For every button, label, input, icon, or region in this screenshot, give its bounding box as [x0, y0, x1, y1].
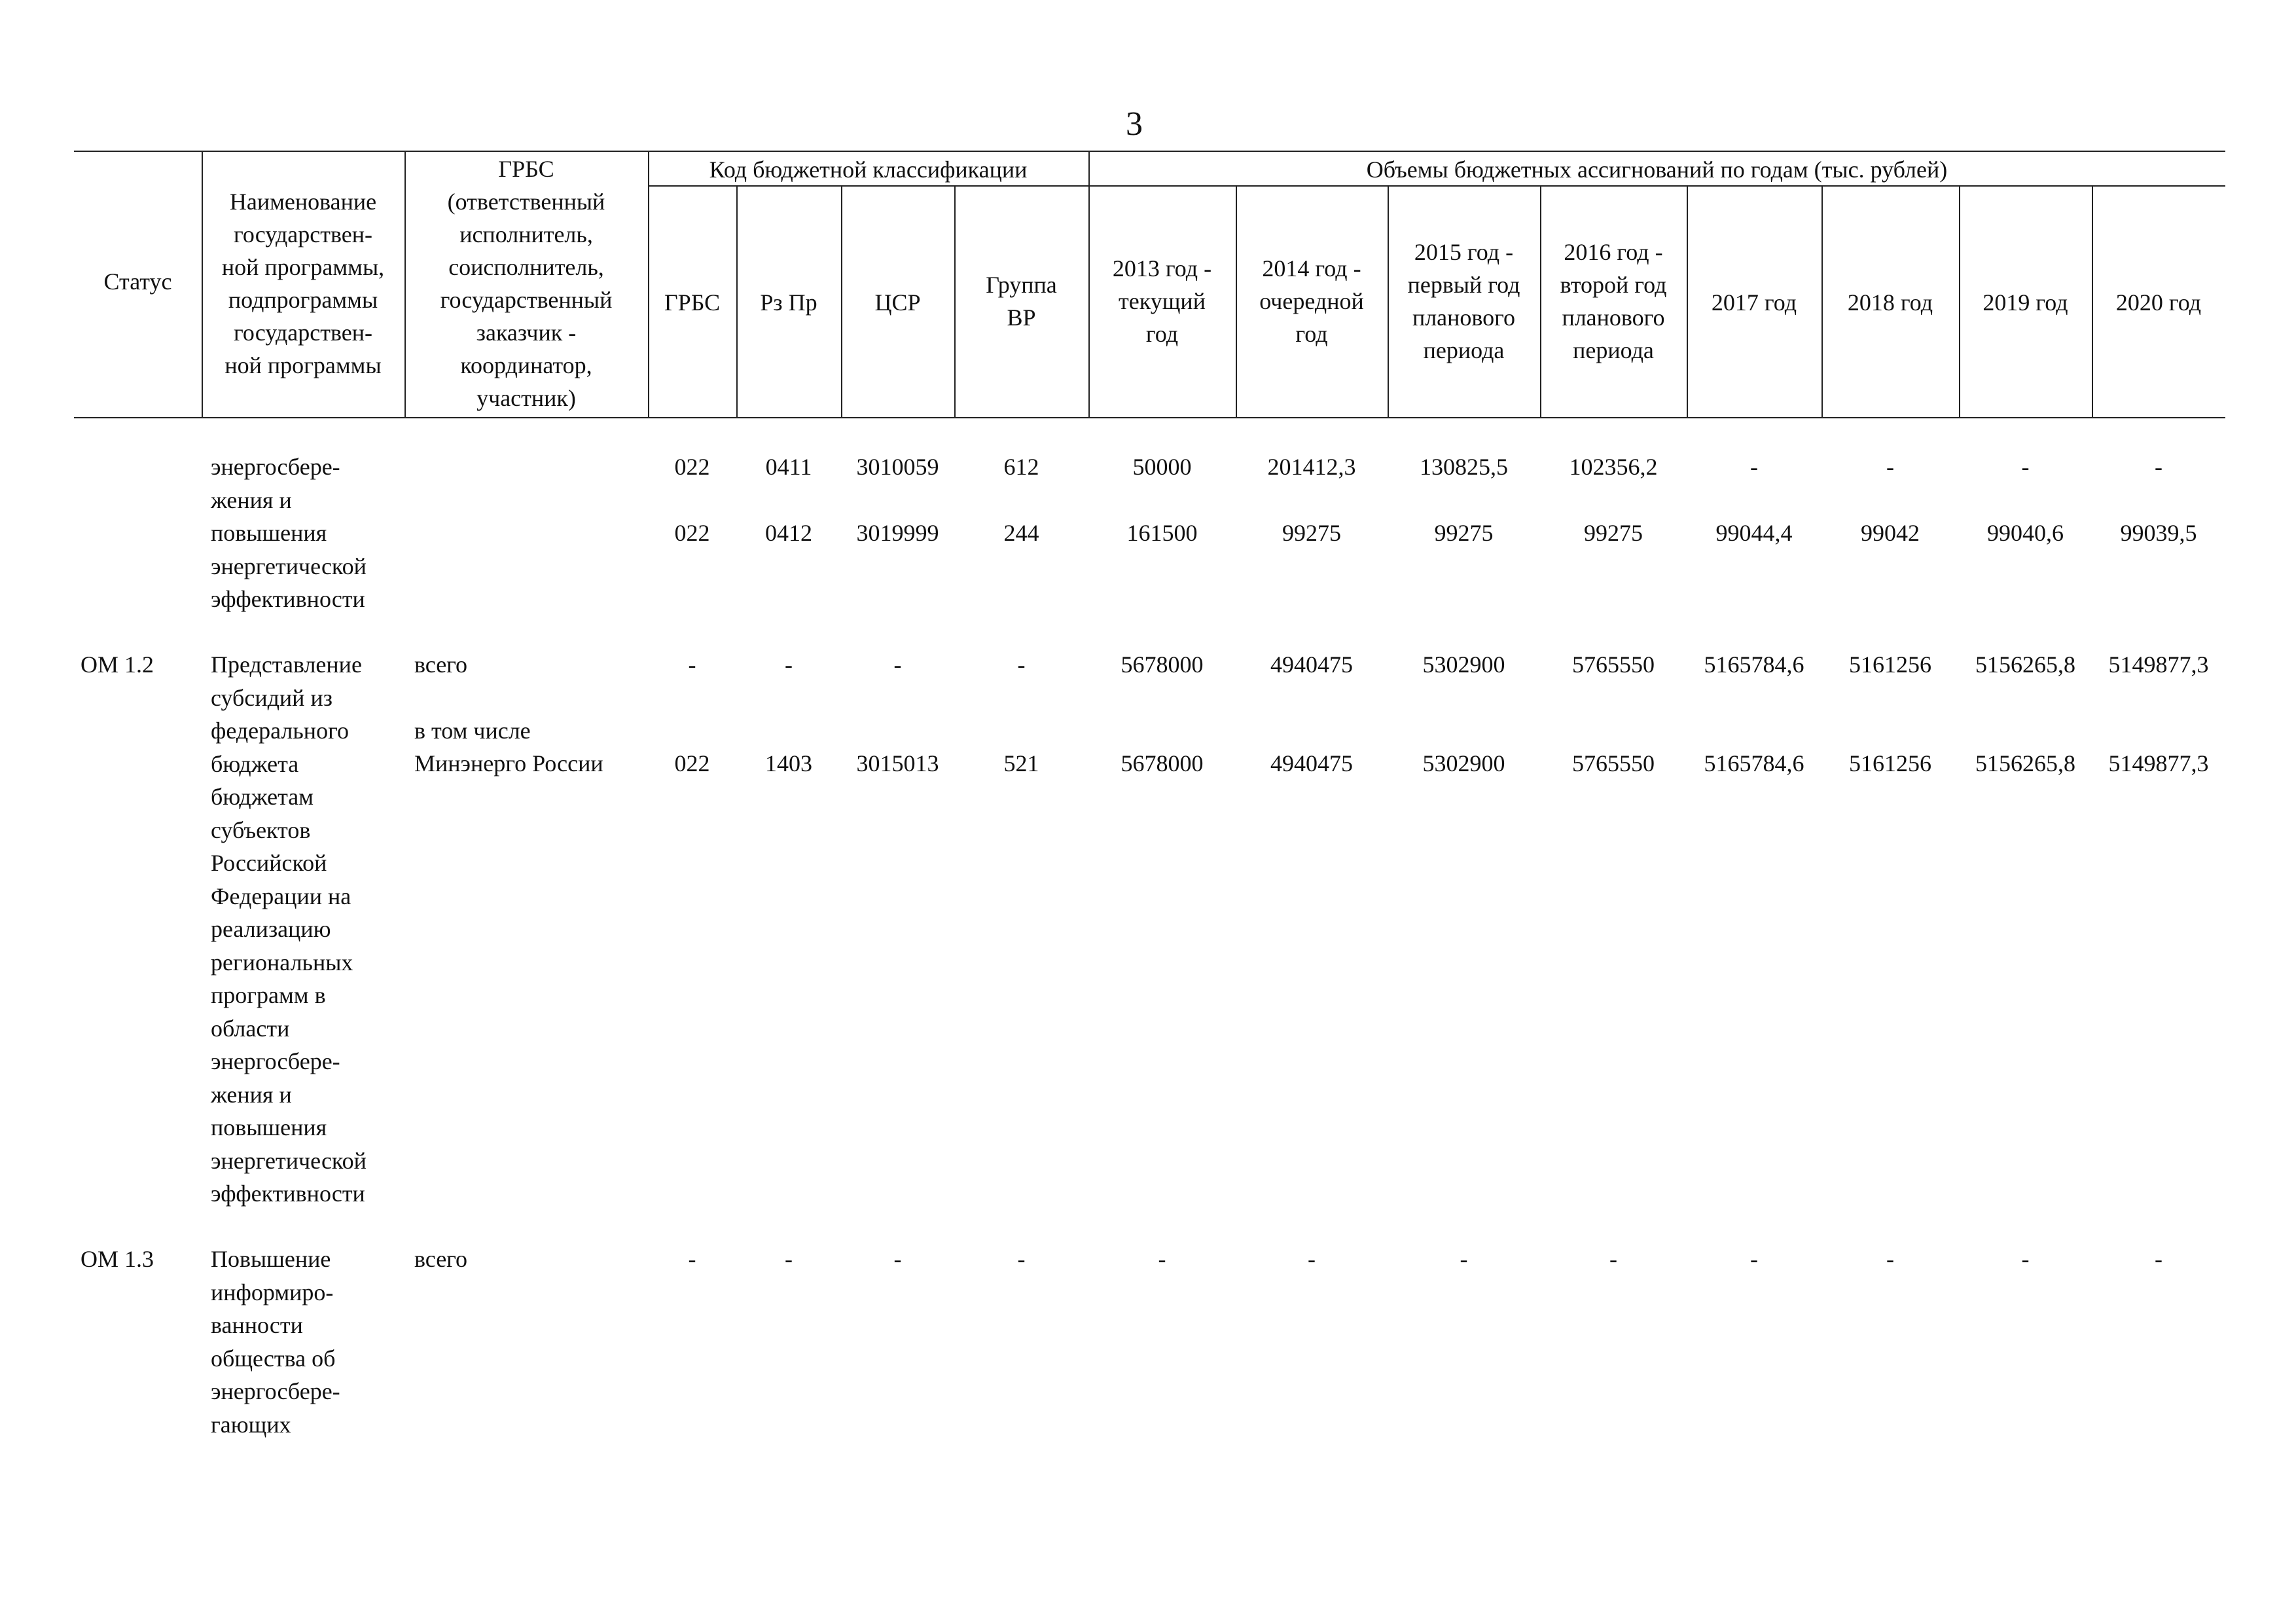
cell-2018: - — [1886, 454, 1894, 480]
cell-rzpr: 0412 — [765, 520, 812, 546]
cell-vr: 612 — [1003, 454, 1039, 480]
cell-csr: 3015013 — [856, 750, 939, 776]
cell-2014: 99275 — [1282, 520, 1341, 546]
cell-2015: 5302900 — [1422, 651, 1505, 678]
cell-2018: 5161256 — [1849, 651, 1931, 678]
cell-2014: - — [1308, 1246, 1316, 1272]
cell-csr: 3010059 — [856, 454, 939, 480]
header-vr: Группа ВР — [986, 272, 1057, 331]
cell-2020: 5149877,3 — [2108, 651, 2209, 678]
cont-program-name: энергосбере- жения и повышения энергетической эффективности — [211, 454, 367, 612]
header-csr: ЦСР — [874, 289, 921, 316]
cell-2017: 99044,4 — [1715, 520, 1793, 546]
cell-2016: - — [1609, 1246, 1617, 1272]
cell-2017: - — [1750, 1246, 1758, 1272]
cell-vr: 244 — [1003, 520, 1039, 546]
cell-2017: 5165784,6 — [1704, 750, 1804, 776]
header-year-2020: 2020 год — [2115, 289, 2202, 316]
cell-2015: 5302900 — [1422, 750, 1505, 776]
cell-2013: 5678000 — [1121, 651, 1204, 678]
cell-2018: 99042 — [1861, 520, 1920, 546]
header-year-2015: 2015 год - первый год планового периода — [1407, 239, 1520, 363]
cell-vr: - — [1017, 651, 1026, 678]
cell-2018: 5161256 — [1849, 750, 1931, 776]
header-rzpr: Рз Пр — [760, 289, 817, 316]
cell-2014: 201412,3 — [1267, 454, 1356, 480]
status-om-1-2: ОМ 1.2 — [81, 651, 154, 678]
cell-2013: - — [1158, 1246, 1166, 1272]
cell-rzpr: - — [785, 1246, 793, 1272]
cell-2019: 5156265,8 — [1975, 750, 2075, 776]
cell-rzpr: 0411 — [765, 454, 812, 480]
cell-grbs: - — [688, 651, 696, 678]
cell-rzpr: - — [785, 651, 793, 678]
cell-2013: 161500 — [1126, 520, 1198, 546]
cell-2016: 5765550 — [1572, 651, 1655, 678]
header-program-name: Наименование государствен- ной программы, подпрограммы государствен- ной программы — [221, 189, 385, 378]
cell-2020: - — [2155, 1246, 2162, 1272]
header-top-rule — [74, 151, 2225, 152]
cell-rzpr: 1403 — [765, 750, 812, 776]
header-status: Статус — [103, 268, 172, 295]
cell-2016: 99275 — [1584, 520, 1643, 546]
header-year-2013: 2013 год - текущий год — [1112, 255, 1212, 347]
header-year-2014: 2014 год - очередной год — [1259, 255, 1364, 347]
cell-2019: 5156265,8 — [1975, 651, 2075, 678]
cell-2013: 50000 — [1132, 454, 1192, 480]
cell-vr: 521 — [1003, 750, 1039, 776]
cell-grbs: - — [688, 1246, 696, 1272]
cell-2019: 99040,6 — [1987, 520, 2064, 546]
header-grbs-role: ГРБС (ответственный исполнитель, соисполнитель, государственный заказчик - координатор, участник) — [440, 156, 613, 411]
om13-total-label: всего — [414, 1246, 468, 1272]
cell-2013: 5678000 — [1121, 750, 1204, 776]
header-year-2017: 2017 год — [1711, 289, 1797, 316]
om12-total-label: всего — [414, 651, 468, 678]
cell-2016: 102356,2 — [1569, 454, 1658, 480]
cell-grbs: 022 — [674, 750, 710, 776]
cell-csr: 3019999 — [856, 520, 939, 546]
header-grbs-code: ГРБС — [664, 289, 721, 316]
cell-grbs: 022 — [674, 454, 710, 480]
header-bottom-rule — [74, 417, 2225, 418]
om12-ministry: Минэнерго России — [414, 750, 603, 776]
cell-vr: - — [1017, 1246, 1026, 1272]
cell-2019: - — [2021, 454, 2030, 480]
page-number: 3 — [1126, 105, 1143, 143]
cell-2014: 4940475 — [1270, 750, 1353, 776]
cell-2015: - — [1460, 1246, 1468, 1272]
om12-program-name: Представление субсидий из федерального бюджета бюджетам субъектов Российской Федерации на реализацию региональных программ в области энергосбере- жения и повышения энергетической эффективности — [211, 651, 367, 1207]
cell-grbs: 022 — [674, 520, 710, 546]
cell-2015: 130825,5 — [1420, 454, 1508, 480]
cell-2014: 4940475 — [1270, 651, 1353, 678]
cell-csr: - — [893, 651, 902, 678]
cell-2020: 5149877,3 — [2108, 750, 2209, 776]
cell-2016: 5765550 — [1572, 750, 1655, 776]
cell-csr: - — [893, 1246, 902, 1272]
cell-2015: 99275 — [1434, 520, 1494, 546]
header-year-2016: 2016 год - второй год планового периода — [1560, 239, 1667, 363]
header-volumes-group: Объемы бюджетных ассигнований по годам (тыс. рублей) — [1366, 156, 1948, 183]
cell-2017: - — [1750, 454, 1758, 480]
header-year-2019: 2019 год — [1982, 289, 2068, 316]
status-om-1-3: ОМ 1.3 — [81, 1246, 154, 1272]
cell-2019: - — [2021, 1246, 2030, 1272]
cell-2020: - — [2155, 454, 2162, 480]
om12-incl-label: в том числе — [414, 718, 531, 744]
header-budget-code-group: Код бюджетной классификации — [709, 156, 1028, 183]
header-year-2018: 2018 год — [1847, 289, 1933, 316]
cell-2020: 99039,5 — [2120, 520, 2197, 546]
om13-program-name: Повышение информиро- ванности общества об энергосбере- гающих — [211, 1246, 340, 1438]
cell-2017: 5165784,6 — [1704, 651, 1804, 678]
cell-2018: - — [1886, 1246, 1894, 1272]
col-divider — [648, 151, 649, 417]
